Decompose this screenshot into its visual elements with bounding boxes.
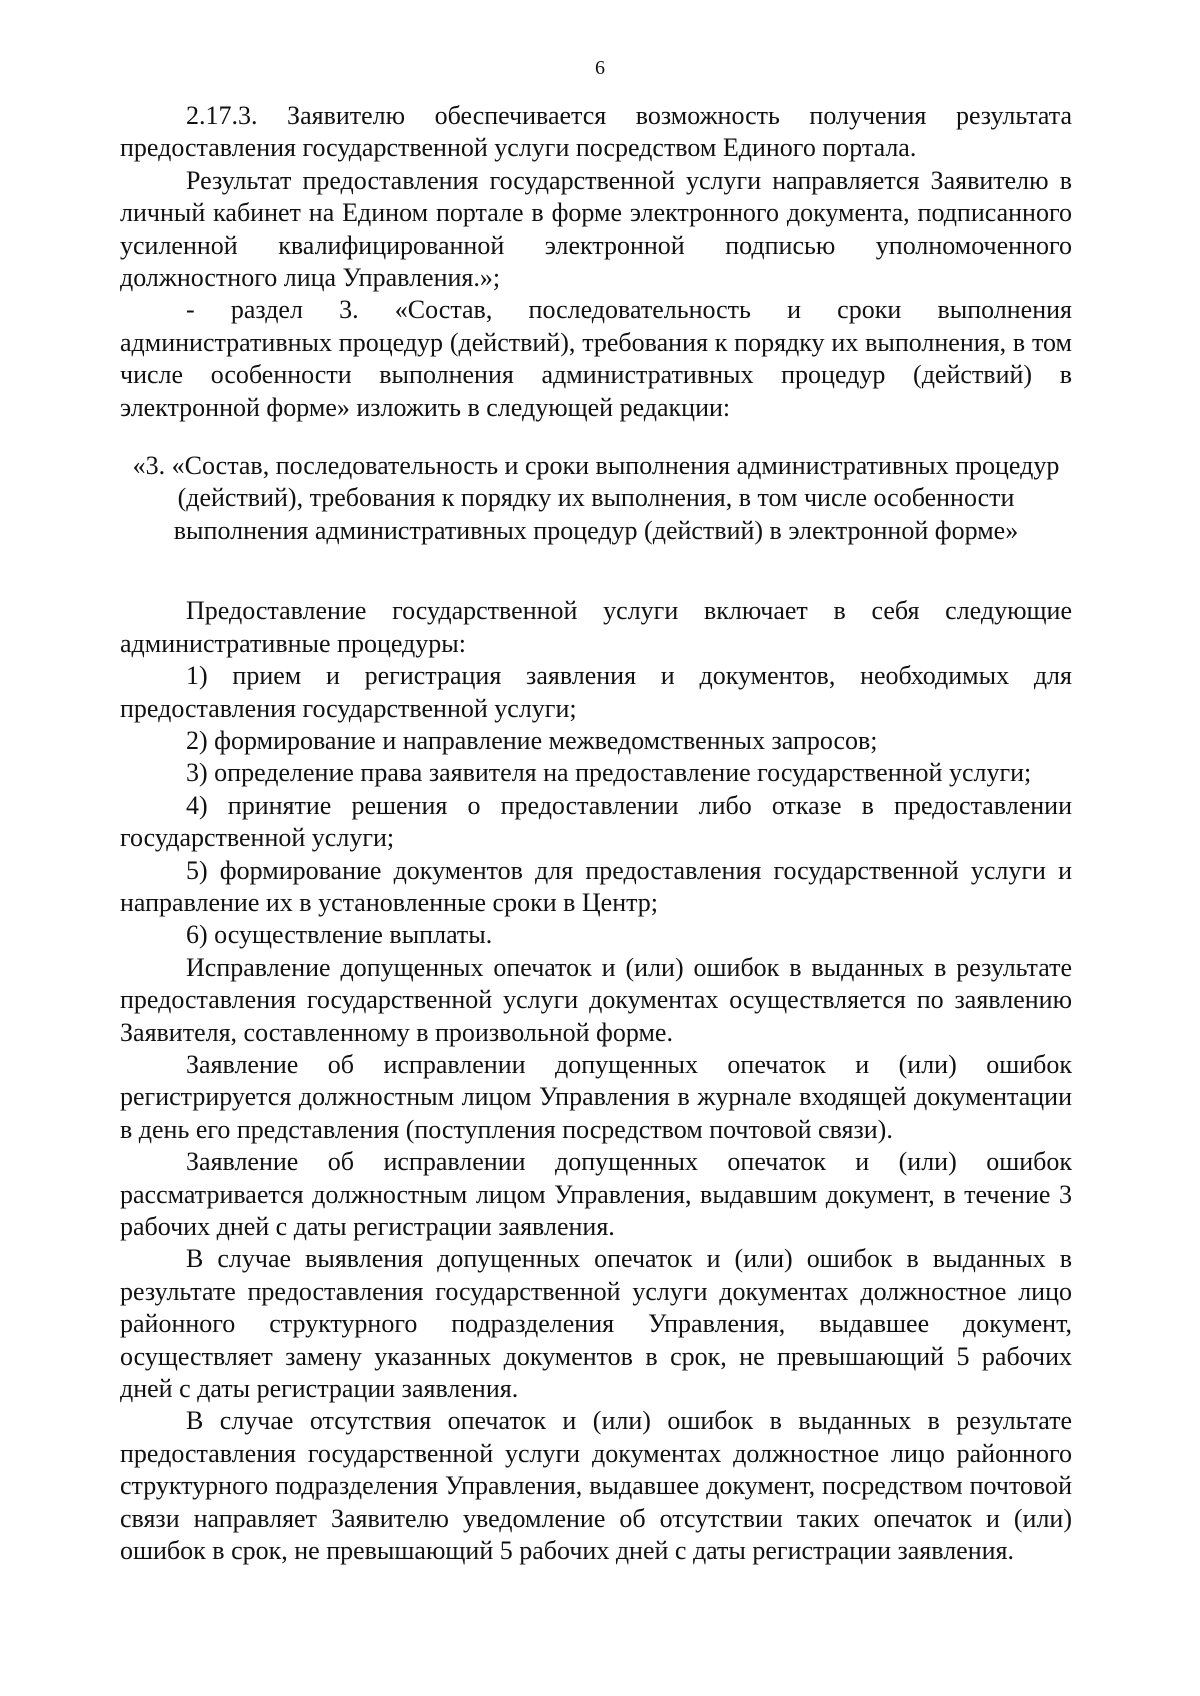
paragraph-replacement: В случае выявления допущенных опечаток и (или) ошибок в выданных в результате предоставления государственной услуги документах должностное лицо районного структурного подразделения Управления, выдавшее документ, осуществляет замену указанных документов в срок, не превышающий 5 рабочих дней с даты регистрации заявления. (120, 1244, 1072, 1404)
paragraph-result-delivery: Результат предоставления государственной услуги направляется Заявителю в личный кабинет на Едином портале в форме электронного документа, подписанного усиленной квалифицированной электронной подписью уполномоченного должностного лица Управления.»; (120, 165, 1072, 293)
list-item-5: 5) формирование документов для предоставления государственной услуги и направление их в установленные сроки в Центр; (120, 855, 1072, 917)
list-item-6: 6) осуществление выплаты. (186, 920, 493, 950)
paragraph-2-17-3: 2.17.3. Заявителю обеспечивается возможность получения результата предоставления государственной услуги посредством Единого портала. (120, 101, 1072, 163)
paragraph-registration: Заявление об исправлении допущенных опечаток и (или) ошибок регистрируется должностным лицом Управления в журнале входящей документации в день его представления (поступления посредством почтовой связи). (120, 1049, 1072, 1144)
paragraph-section-3-amendment: - раздел 3. «Состав, последовательность и сроки выполнения административных процедур (действий), требования к порядку их выполнения, в том числе особенности выполнения административных процедур (действий) в электронной форме» изложить в следующей редакции: (120, 295, 1072, 422)
paragraph-error-correction: Исправление допущенных опечаток и (или) ошибок в выданных в результате предоставления государственной услуги документах осуществляется по заявлению Заявителя, составленному в произвольной форме. (120, 952, 1072, 1047)
paragraph-review: Заявление об исправлении допущенных опечаток и (или) ошибок рассматривается должностным лицом Управления, выдавшим документ, в течение 3 рабочих дней с даты регистрации заявления. (120, 1147, 1072, 1241)
page-number: 6 (595, 57, 605, 79)
list-item-2: 2) формирование и направление межведомственных запросов; (186, 725, 878, 755)
list-item-1: 1) прием и регистрация заявления и документов, необходимых для предоставления государственной услуги; (120, 661, 1072, 723)
section-3-heading: «3. «Состав, последовательность и сроки выполнения административных процедур (действий), требования к порядку их выполнения, в том числе особенности выполнения административных процедур (действий) в электронной форме» (132, 451, 1060, 545)
paragraph-no-errors: В случае отсутствия опечаток и (или) ошибок в выданных в результате предоставления государственной услуги документах должностное лицо районного структурного подразделения Управления, выдавшее документ, посредством почтовой связи направляет Заявителю уведомление об отсутствии таких опечаток и (или) ошибок в срок, не превышающий 5 рабочих дней с даты регистрации заявления. (120, 1406, 1072, 1566)
list-item-4: 4) принятие решения о предоставлении либо отказе в предоставлении государственной услуги; (120, 790, 1072, 853)
paragraph-procedures-intro: Предоставление государственной услуги включает в себя следующие административные процедуры: (120, 596, 1072, 658)
document-body (120, 100, 1072, 1567)
list-item-3: 3) определение права заявителя на предоставление государственной услуги; (186, 758, 1032, 788)
